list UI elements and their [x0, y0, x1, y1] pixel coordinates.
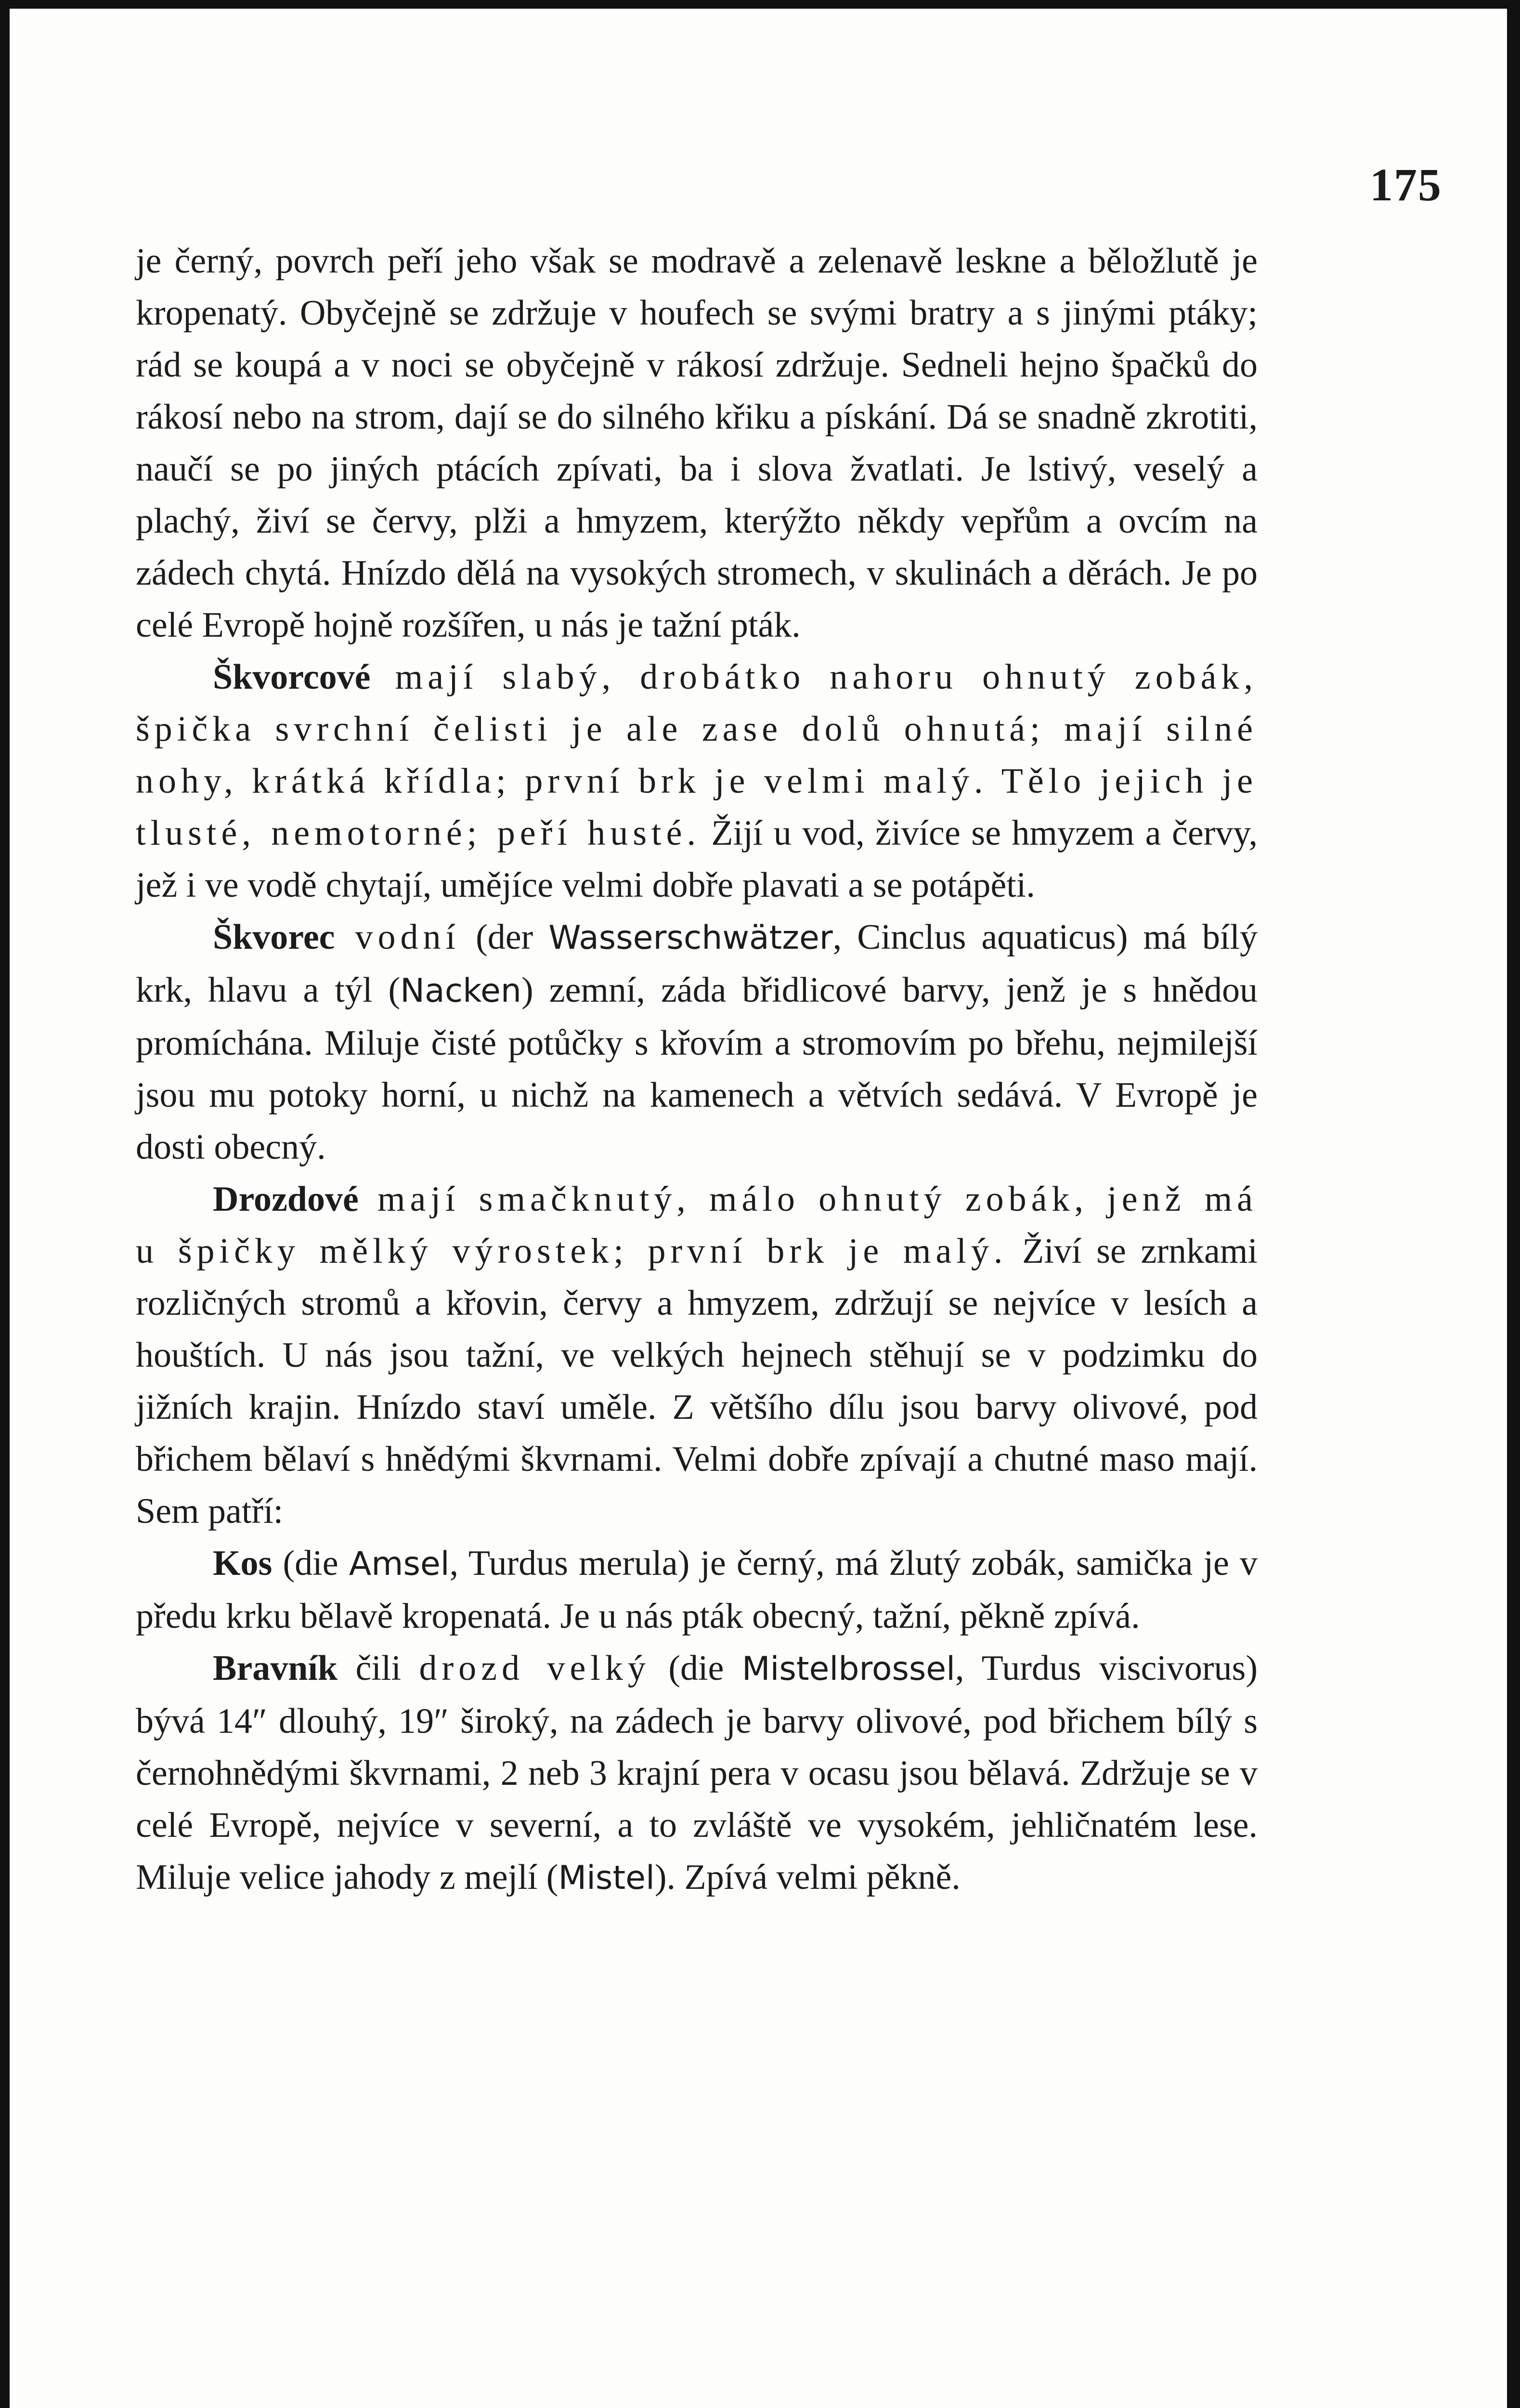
german-term: Mistel: [558, 1859, 655, 1897]
text-segment: Žijí u vod, živíce se hmyzem a červy, jež i ve vodě chytají, umějíce velmi dobře plavati a se potápěti.: [136, 813, 1258, 905]
text-segment: je černý, povrch peří jeho však se modravě a zelenavě leskne a běložlutě je kropenatý. Obyčejně se zdržuje v houfech se svými bratry a s jinými ptáky; rád se koupá a v noci se obyčejně v rákosí zdržuje. Sedneli hejno špačků do rákosí nebo na strom, dají se do silného křiku a pískání. Dá se snadně zkrotiti, naučí se po jiných ptácích zpívati, ba i slova žvatlati. Je lstivý, veselý a plachý, živí se červy, plži a hmyzem, kterýžto někdy vepřům a ovcím na zádech chytá. Hnízdo dělá na vysokých stromech, v skulinách a děrách. Je po celé Evropě hojně rozšířen, u nás je tažní pták.: [136, 241, 1258, 645]
paragraph-p4: [136, 1173, 1258, 1537]
text-segment: mají slabý, drobátko nahoru ohnutý zobák, špička svrchní čelisti je ale zase dolů ohnutá; mají silné nohy, krátká křídla; první brk je velmi malý. Tělo jejich je tlusté, nemotorné; peří husté.: [136, 657, 1258, 853]
book-page: [10, 9, 1507, 2408]
paragraph-p2: [136, 651, 1258, 911]
text-segment: Živí se zrnkami rozličných stromů a křovin, červy a hmyzem, zdržují se nejvíce v lesích a houštích. U nás jsou tažní, ve velkých hejnech stěhují se v podzimku do jižních krajin. Hnízdo staví uměle. Z většího dílu jsou barvy olivové, pod břichem bělaví s hnědými škvrnami. Velmi dobře zpívají a chutné maso mají. Sem patří:: [136, 1231, 1258, 1531]
text-segment: ) zemní, záda břidlicové barvy, jenž je s hnědou promíchána. Miluje čisté potůčky s křovím a stromovím po břehu, nejmilejší jsou mu potoky horní, u nichž na kamenech a větvích sedává. V Evropě je dosti obecný.: [136, 970, 1258, 1167]
text-segment: ). Zpívá velmi pěkně.: [654, 1858, 961, 1897]
paragraph-p6: [136, 1642, 1258, 1904]
bold-term: Kos: [213, 1544, 273, 1583]
text-segment: (der: [460, 917, 549, 957]
paragraph-p3: [136, 911, 1258, 1173]
text-segment: , Turdus merula) je černý, má žlutý zobák, samička je v předu krku bělavě kropenatá. Je u nás pták obecný, tažní, pěkně zpívá.: [136, 1544, 1258, 1636]
paragraph-p1: [136, 235, 1258, 651]
text-segment: , Cinclus aquaticus) má bílý krk, hlavu a týl (: [136, 917, 1258, 1010]
bold-term: Škvorcové: [213, 657, 371, 697]
german-term: Nacken: [400, 972, 521, 1010]
german-term: Amsel: [349, 1545, 450, 1583]
body-text: [136, 235, 1258, 1904]
bold-term: Drozdové: [213, 1179, 359, 1219]
bold-term: Škvorec: [213, 917, 335, 957]
german-term: Wasserschwätzer: [548, 919, 833, 957]
bold-term: Bravník: [213, 1649, 338, 1688]
text-segment: (die: [272, 1544, 349, 1583]
text-segment: drozd velký: [419, 1649, 650, 1688]
text-segment: (die: [650, 1649, 742, 1688]
text-segment: čili: [338, 1649, 419, 1688]
german-term: Mistelbrossel: [741, 1650, 956, 1688]
text-segment: , Turdus viscivorus) bývá 14″ dlouhý, 19″ široký, na zádech je barvy olivové, pod břichem bílý s černohnědými škvrnami, 2 neb 3 krajní pera v ocasu jsou bělavá. Zdržuje se v celé Evropě, nejvíce v severní, a to zvláště ve vysokém, jehličnatém lese. Miluje velice jahody z mejlí (: [136, 1649, 1258, 1897]
text-segment: vodní: [335, 917, 461, 957]
text-segment: mají smačknutý, málo ohnutý zobák, jenž má u špičky mělký výrostek; první brk je malý.: [136, 1179, 1258, 1271]
page-number: 175: [1370, 159, 1442, 210]
paragraph-p5: [136, 1537, 1258, 1642]
